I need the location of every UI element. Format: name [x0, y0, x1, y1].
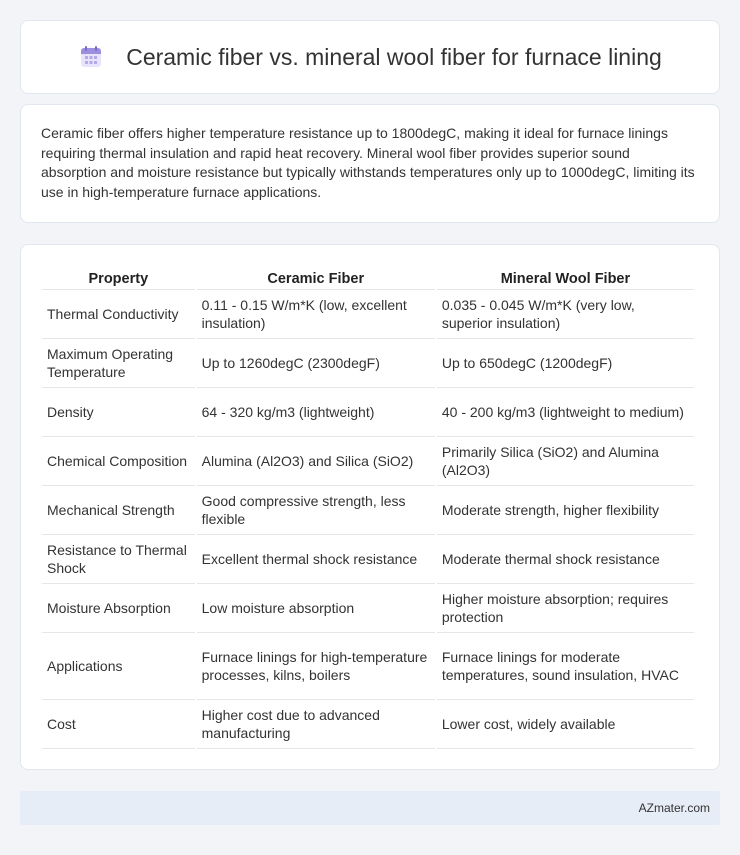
- calendar-icon: [78, 44, 104, 70]
- comparison-table: [40, 265, 696, 749]
- summary-text: Ceramic fiber offers higher temperature resistance up to 1800degC, making it ideal for furnace linings requiring thermal insulation and rapid heat recovery. Mineral wool fiber provides superior sound absorption and moisture resistance but typically withstands temperatures only up to 1000degC, limiting its use in high-temperature furnace applications.: [41, 125, 695, 200]
- ceramic-fiber-cell: 64 - 320 kg/m3 (lightweight): [197, 388, 435, 437]
- mineral-wool-fiber-cell: Lower cost, widely available: [437, 700, 694, 749]
- table-row: [42, 535, 694, 584]
- page-title: Ceramic fiber vs. mineral wool fiber for furnace lining: [126, 43, 662, 70]
- table-header-row: [42, 265, 694, 290]
- ceramic-fiber-cell: Alumina (Al2O3) and Silica (SiO2): [197, 437, 435, 486]
- title-wrap: [78, 44, 662, 71]
- footer: [20, 791, 720, 825]
- mineral-wool-fiber-cell: 0.035 - 0.045 W/m*K (very low, superior insulation): [437, 290, 694, 339]
- column-header-ceramic-fiber: Ceramic Fiber: [197, 265, 435, 290]
- column-header-mineral-wool-fiber: Mineral Wool Fiber: [437, 265, 694, 290]
- table-row: [42, 290, 694, 339]
- property-cell: Cost: [42, 700, 195, 749]
- property-cell: Chemical Composition: [42, 437, 195, 486]
- table-row: [42, 437, 694, 486]
- column-header-property: Property: [42, 265, 195, 290]
- table-row: [42, 633, 694, 700]
- comparison-table-card: [20, 244, 720, 770]
- property-cell: Maximum Operating Temperature: [42, 339, 195, 388]
- ceramic-fiber-cell: Low moisture absorption: [197, 584, 435, 633]
- title-card: [20, 20, 720, 94]
- property-cell: Density: [42, 388, 195, 437]
- footer-brand: AZmater.com: [638, 801, 710, 815]
- ceramic-fiber-cell: Good compressive strength, less flexible: [197, 486, 435, 535]
- property-cell: Moisture Absorption: [42, 584, 195, 633]
- mineral-wool-fiber-cell: Higher moisture absorption; requires protection: [437, 584, 694, 633]
- mineral-wool-fiber-cell: Moderate thermal shock resistance: [437, 535, 694, 584]
- mineral-wool-fiber-cell: 40 - 200 kg/m3 (lightweight to medium): [437, 388, 694, 437]
- mineral-wool-fiber-cell: Furnace linings for moderate temperatures, sound insulation, HVAC: [437, 633, 694, 700]
- ceramic-fiber-cell: Up to 1260degC (2300degF): [197, 339, 435, 388]
- ceramic-fiber-cell: Higher cost due to advanced manufacturing: [197, 700, 435, 749]
- table-row: [42, 339, 694, 388]
- property-cell: Applications: [42, 633, 195, 700]
- mineral-wool-fiber-cell: Up to 650degC (1200degF): [437, 339, 694, 388]
- property-cell: Mechanical Strength: [42, 486, 195, 535]
- ceramic-fiber-cell: Excellent thermal shock resistance: [197, 535, 435, 584]
- property-cell: Thermal Conductivity: [42, 290, 195, 339]
- table-row: [42, 584, 694, 633]
- table-row: [42, 486, 694, 535]
- table-row: [42, 388, 694, 437]
- property-cell: Resistance to Thermal Shock: [42, 535, 195, 584]
- mineral-wool-fiber-cell: Moderate strength, higher flexibility: [437, 486, 694, 535]
- summary-card: [20, 104, 720, 223]
- table-row: [42, 700, 694, 749]
- mineral-wool-fiber-cell: Primarily Silica (SiO2) and Alumina (Al2O3): [437, 437, 694, 486]
- ceramic-fiber-cell: 0.11 - 0.15 W/m*K (low, excellent insulation): [197, 290, 435, 339]
- ceramic-fiber-cell: Furnace linings for high-temperature processes, kilns, boilers: [197, 633, 435, 700]
